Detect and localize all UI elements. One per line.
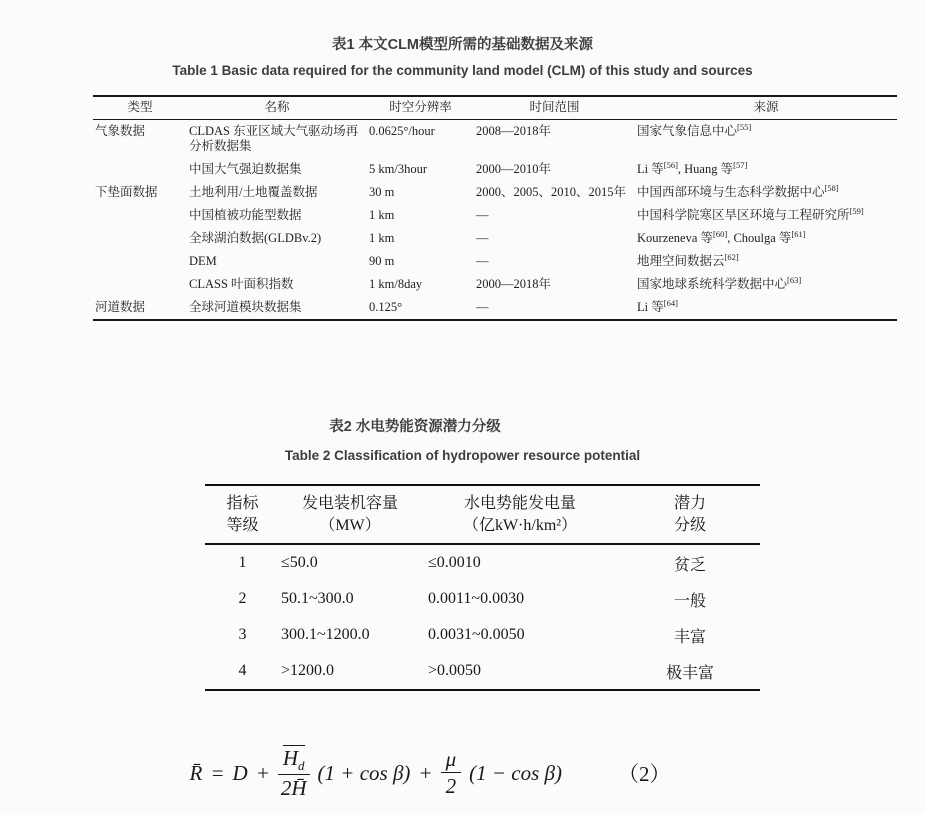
reference-superscript: [57] (733, 159, 748, 170)
table2-header-row (205, 485, 760, 544)
table2-header-level: 潜力 分级 (673, 495, 706, 534)
cell-level: 贫乏 (673, 556, 706, 574)
cell-period: — (476, 300, 489, 314)
cell-source: Li 等[56], Huang 等[57] (637, 159, 748, 176)
cell-name: 全球河道模块数据集 (189, 300, 302, 314)
cell-period: — (476, 231, 489, 245)
table1-row (93, 250, 897, 273)
cell-level: 一般 (673, 592, 706, 610)
table1-row (93, 296, 897, 320)
cell-source: Kourzeneva 等[60], Choulga 等[61] (637, 228, 806, 245)
cell-capacity: >1200.0 (281, 662, 335, 679)
reference-superscript: [64] (663, 297, 678, 308)
reference-superscript: [59] (849, 205, 864, 216)
table1-row (93, 158, 897, 181)
cell-name: 土地利用/土地覆盖数据 (189, 185, 318, 199)
reference-superscript: [60] (713, 228, 728, 239)
table1-row (93, 227, 897, 250)
cell-name: CLDAS 东亚区域大气驱动场再分析数据集 (189, 124, 359, 153)
cell-capacity: ≤50.0 (281, 554, 318, 571)
cell-grade: 2 (238, 590, 247, 607)
formula-term-cos-minus: (1 − cos β) (469, 760, 562, 785)
cell-generation: ≤0.0010 (428, 554, 481, 571)
cell-name: CLASS 叶面积指数 (189, 277, 294, 291)
formula-equals: = (210, 760, 225, 785)
table2-header-generation: 水电势能发电量 （亿kW·h/km²） (462, 495, 578, 534)
reference-superscript: [63] (787, 274, 802, 285)
cell-grade: 1 (238, 554, 247, 571)
table1-header-source: 来源 (753, 100, 779, 114)
cell-resolution: 1 km (369, 231, 395, 245)
cell-level: 丰富 (673, 628, 706, 646)
cell-grade: 3 (238, 626, 247, 643)
cell-grade: 4 (238, 662, 247, 679)
equation-number: （2） (617, 762, 671, 786)
cell-source: 中国西部环境与生态科学数据中心[58] (637, 182, 839, 199)
cell-period: — (476, 208, 489, 222)
cell-generation: >0.0050 (428, 662, 482, 679)
table1-header-type: 类型 (127, 100, 153, 114)
cell-level: 极丰富 (665, 664, 714, 682)
cell-name: 全球湖泊数据(GLDBv.2) (189, 231, 322, 245)
table2-row (205, 653, 760, 690)
reference-superscript: [58] (824, 182, 839, 193)
table1-row (93, 273, 897, 296)
formula-term-cos-plus: (1 + cos β) (317, 760, 411, 785)
formula-plus: + (255, 760, 270, 785)
formula-plus: + (418, 760, 433, 785)
cell-resolution: 0.0625°/hour (369, 124, 435, 138)
table1-row (93, 120, 897, 159)
table2-hydropower-classification (205, 484, 760, 691)
cell-period: 2000、2005、2010、2015年 (476, 185, 627, 199)
formula-lhs: R̄ (189, 760, 203, 785)
cell-name: 中国大气强迫数据集 (189, 162, 302, 176)
cell-source: 地理空间数据云[62] (637, 251, 739, 268)
table1-basic-data (93, 95, 897, 321)
table1-header-resolution: 时空分辨率 (389, 100, 452, 114)
cell-type: 气象数据 (95, 124, 146, 138)
reference-superscript: [55] (737, 121, 752, 132)
cell-name: DEM (189, 254, 217, 268)
table2-row (205, 617, 760, 653)
cell-resolution: 1 km/8day (369, 277, 423, 291)
cell-period: 2000—2018年 (476, 277, 552, 291)
cell-period: — (476, 254, 489, 268)
table1-header-period: 时间范围 (529, 100, 580, 114)
cell-type: 下垫面数据 (95, 185, 158, 199)
cell-source: 国家气象信息中心[55] (637, 121, 752, 138)
cell-generation: 0.0011~0.0030 (428, 590, 525, 607)
formula-fraction-1: $\frac{H_d}{2H̄}$ (278, 745, 310, 801)
table1-caption-zh: 表1 本文CLM模型所需的基础数据及来源 (332, 37, 593, 53)
cell-source: Li 等[64] (637, 297, 678, 314)
table2-header-capacity: 发电装机容量 （MW） (301, 495, 398, 534)
cell-period: 2000—2010年 (476, 162, 552, 176)
reference-superscript: [62] (724, 251, 739, 262)
reference-superscript: [61] (791, 228, 806, 239)
cell-period: 2008—2018年 (476, 124, 552, 138)
table2-row (205, 544, 760, 581)
cell-source: 中国科学院寒区旱区环境与工程研究所[59] (637, 205, 864, 222)
cell-capacity: 300.1~1200.0 (281, 626, 370, 643)
table1-caption-en: Table 1 Basic data required for the community land model (CLM) of this study and sources (172, 63, 753, 78)
table2-caption-en: Table 2 Classification of hydropower resource potential (284, 448, 641, 463)
cell-resolution: 0.125° (369, 300, 403, 314)
overbar-Hd: $H_d$ (282, 745, 305, 774)
cell-source: 国家地球系统科学数据中心[63] (637, 274, 802, 291)
cell-resolution: 30 m (369, 185, 395, 199)
formula-fraction-2: $\frac{\mu}{2}$ (441, 747, 462, 799)
table1-row (93, 181, 897, 204)
cell-type: 河道数据 (95, 300, 146, 314)
table1-header-name: 名称 (264, 100, 290, 114)
cell-capacity: 50.1~300.0 (281, 590, 354, 607)
equation-2 (150, 738, 710, 808)
cell-name: 中国植被功能型数据 (189, 208, 302, 222)
table1-header-row (93, 96, 897, 120)
table2-header-grade: 指标 等级 (226, 495, 259, 534)
table2-row (205, 581, 760, 617)
formula-term-D: D (232, 760, 248, 785)
table1-row (93, 204, 897, 227)
cell-resolution: 90 m (369, 254, 395, 268)
cell-resolution: 1 km (369, 208, 395, 222)
reference-superscript: [56] (663, 159, 678, 170)
cell-generation: 0.0031~0.0050 (428, 626, 525, 643)
cell-resolution: 5 km/3hour (369, 162, 427, 176)
table2-caption-zh: 表2 水电势能资源潜力分级 (329, 419, 501, 435)
